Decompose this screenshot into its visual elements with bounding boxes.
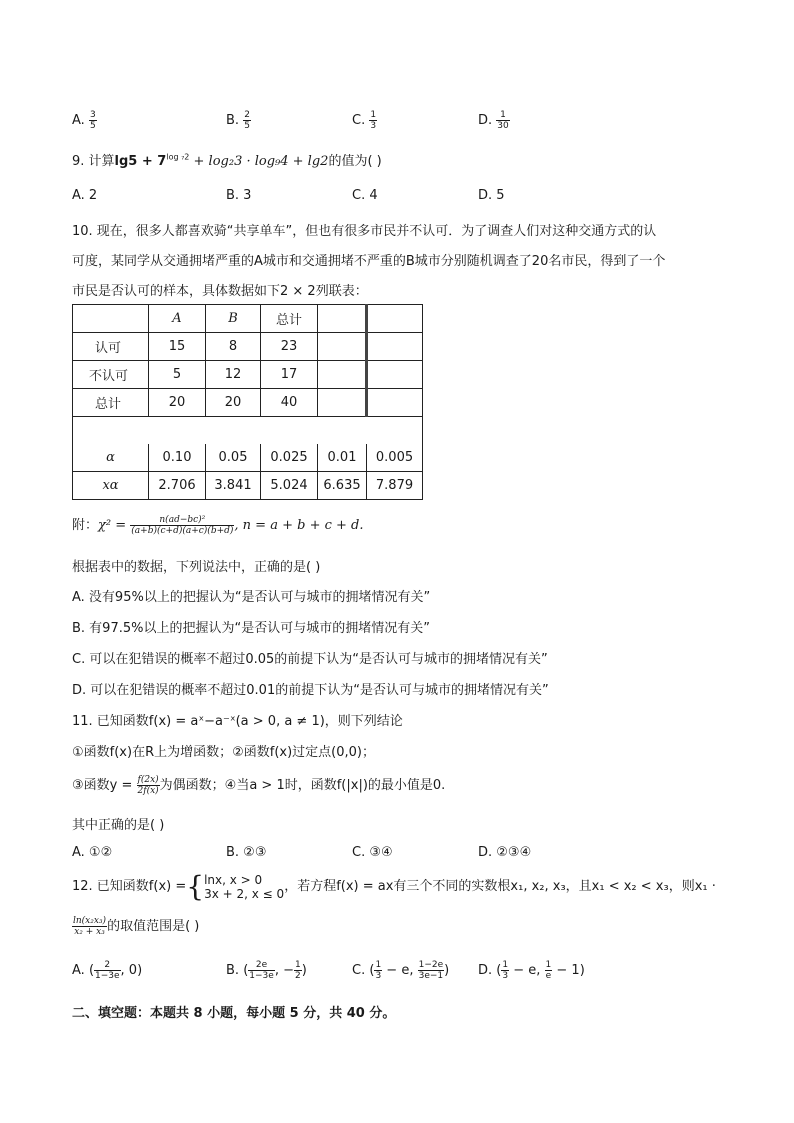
table-row: 认可 15 8 23 (73, 333, 423, 361)
q10-stem-line3: 市民是否认可的样本，具体数据如下2 × 2列联表： (72, 284, 368, 299)
q11-statements-3-4: ③函数y = $\frac{f(2x)}{2f(x)}$ 为偶函数；④当a > 1时，函数f(|x|)的最小值是0. (72, 775, 446, 796)
q11-stem: 11. 已知函数f(x) = aˣ−a⁻ˣ(a > 0, a ≠ 1)，则下列结论 (72, 714, 403, 729)
q11-option-d: D. ②③④ (478, 845, 532, 860)
q12-stem: 12. 已知函数f(x) ={lnx, x > 0 3x + 2, x ≤ 0，若方程f(x) = ax有三个不同的实数根x₁, x₂, x₃，且x₁ < x₂ < x₃，则x₁ · (72, 870, 716, 903)
q8-option-c: C. $\frac{1}{3}$ (352, 110, 377, 131)
q12-option-a: A. ( $\frac{2}{1-3e}$ , 0) (72, 960, 143, 981)
q9-option-c: C. 4 (352, 188, 378, 203)
q10-option-a: A. 没有95%以上的把握认为“是否认可与城市的拥堵情况有关” (72, 590, 431, 605)
q11-option-c: C. ③④ (352, 845, 393, 860)
alpha-row: α 0.10 0.05 0.025 0.01 0.005 (73, 444, 423, 472)
q10-question: 根据表中的数据，下列说法中，正确的是( ) (72, 560, 321, 575)
q11-statements-1-2: ①函数f(x)在R上为增函数；②函数f(x)过定点(0,0)； (72, 745, 375, 760)
q10-stem-line1: 10. 现在，很多人都喜欢骑“共享单车”，但也有很多市民并不认可．为了调查人们对这种交通方式的认 (72, 224, 657, 239)
q8-option-b: B. $\frac{2}{5}$ (226, 110, 250, 131)
table-row: 不认可 5 12 17 (73, 361, 423, 389)
q10-formula-note: 附：χ² = $\frac{\text{n(ad−bc)²}}{(a+b)(c+d)(a+c)(b+d)}$ , n = a + b + c + d. (72, 515, 364, 536)
q10-option-c: C. 可以在犯错误的概率不超过0.05的前提下认为“是否认可与城市的拥堵情况有关” (72, 652, 548, 667)
q8-option-a: A. $\frac{3}{5}$ (72, 110, 96, 131)
q9-option-a: A. 2 (72, 188, 98, 203)
q10-option-b: B. 有97.5%以上的把握认为“是否认可与城市的拥堵情况有关” (72, 621, 430, 636)
table-spacer-row (73, 417, 423, 445)
q9-option-d: D. 5 (478, 188, 505, 203)
critical-value-row: xα 2.706 3.841 5.024 6.635 7.879 (73, 472, 423, 500)
section-heading-fill-in: 二、填空题：本题共 8 小题，每小题 5 分，共 40 分。 (72, 1006, 396, 1021)
q12-option-b: B. ( $\frac{2e}{1-3e}$ , − $\frac{1}{2}$ ) (226, 960, 307, 981)
q12-stem-line2: $\frac{\text{ln(x₂x₃)}}{\text{x₂ + x₃}}$ 的取值范围是( ) (73, 916, 200, 937)
q12-option-c: C. ( $\frac{1}{3}$ − e, $\frac{1-2e}{3e-1}$ ) (352, 960, 450, 981)
q12-option-d: D. ( $\frac{1}{3}$ − e, $\frac{1}{e}$ − 1) (478, 960, 585, 981)
q11-question: 其中正确的是( ) (72, 818, 165, 833)
q10-option-d: D. 可以在犯错误的概率不超过0.01的前提下认为“是否认可与城市的拥堵情况有关” (72, 683, 549, 698)
q11-option-b: B. ②③ (226, 845, 267, 860)
contingency-table (72, 304, 423, 500)
q10-stem-line2: 可度，某同学从交通拥堵严重的A城市和交通拥堵不严重的B城市分别随机调查了20名市民，得到了一个 (72, 254, 666, 269)
q8-option-d: D. $\frac{1}{30}$ (478, 110, 509, 131)
q9-option-b: B. 3 (226, 188, 252, 203)
table-header-row: A B 总计 (73, 305, 423, 333)
q11-option-a: A. ①② (72, 845, 113, 860)
q9-stem: 9. 计算$\lg 5 + 7^{log _72} + \log_23 \cdot \log_94 + \lg 2$的值为( ) (72, 152, 382, 169)
table-row: 总计 20 20 40 (73, 389, 423, 417)
